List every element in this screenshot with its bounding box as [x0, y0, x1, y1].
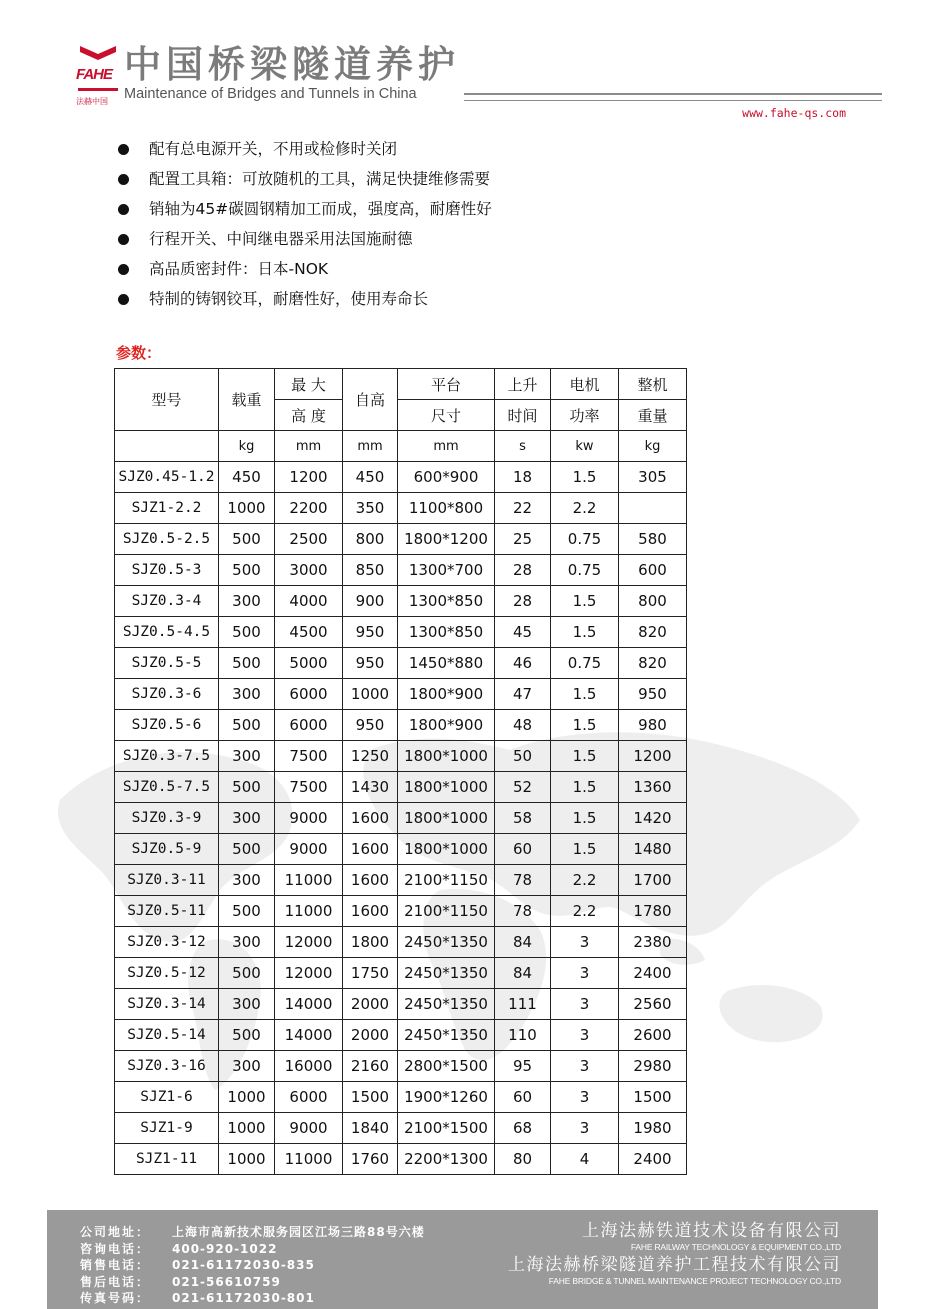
table-row — [115, 1051, 687, 1082]
table-cell: 950 — [343, 617, 398, 648]
table-cell: 850 — [343, 555, 398, 586]
table-cell: 1800*900 — [398, 679, 495, 710]
table-row — [115, 493, 687, 524]
table-cell: 48 — [495, 710, 551, 741]
table-cell: 22 — [495, 493, 551, 524]
table-cell: 80 — [495, 1144, 551, 1175]
table-cell: 9000 — [275, 1113, 343, 1144]
header-rule — [464, 93, 882, 101]
table-cell: 2500 — [275, 524, 343, 555]
feature-text: 配有总电源开关，不用或检修时关闭 — [149, 140, 398, 158]
table-cell: 3 — [551, 1082, 619, 1113]
contact-sales-phone: 销售电话： 021-61172030-835 — [80, 1258, 315, 1272]
table-row — [115, 1082, 687, 1113]
table-cell: 450 — [343, 462, 398, 493]
feature-text: 特制的铸钢铰耳，耐磨性好，使用寿命长 — [149, 290, 429, 308]
table-cell: 47 — [495, 679, 551, 710]
model-cell: SJZ0.5-2.5 — [115, 524, 219, 555]
table-cell: 111 — [495, 989, 551, 1020]
table-cell: 1100*800 — [398, 493, 495, 524]
table-cell: 68 — [495, 1113, 551, 1144]
table-cell: 11000 — [275, 1144, 343, 1175]
bullet-icon — [118, 144, 129, 155]
table-cell: 500 — [219, 834, 275, 865]
list-item — [118, 134, 492, 164]
table-cell: 78 — [495, 865, 551, 896]
params-table — [114, 368, 687, 1175]
table-cell: 2400 — [619, 1144, 687, 1175]
table-cell: 1.5 — [551, 772, 619, 803]
contact-address: 公司地址： 上海市高新技术服务园区江场三路88号六楼 — [80, 1225, 425, 1239]
table-cell: 450 — [219, 462, 275, 493]
table-cell: 1300*850 — [398, 617, 495, 648]
table-cell: 18 — [495, 462, 551, 493]
table-cell: 1300*850 — [398, 586, 495, 617]
table-cell: 4000 — [275, 586, 343, 617]
table-cell: 2000 — [343, 1020, 398, 1051]
table-cell: 78 — [495, 896, 551, 927]
table-cell: 2400 — [619, 958, 687, 989]
table-cell: 60 — [495, 834, 551, 865]
table-cell: 2380 — [619, 927, 687, 958]
table-cell: 2600 — [619, 1020, 687, 1051]
table-cell: 1900*1260 — [398, 1082, 495, 1113]
table-cell: 9000 — [275, 803, 343, 834]
company1-en: FAHE RAILWAY TECHNOLOGY & EQUIPMENT CO.,LTD — [630, 1242, 841, 1252]
table-row — [115, 648, 687, 679]
table-cell: 2.2 — [551, 896, 619, 927]
table-cell: 1800*1000 — [398, 834, 495, 865]
table-cell: 6000 — [275, 1082, 343, 1113]
table-cell: 28 — [495, 586, 551, 617]
table-cell: 1250 — [343, 741, 398, 772]
table-row — [115, 1144, 687, 1175]
table-cell: 25 — [495, 524, 551, 555]
model-cell: SJZ0.3-9 — [115, 803, 219, 834]
model-cell: SJZ1-6 — [115, 1082, 219, 1113]
header-motor-2: 功率 — [551, 400, 619, 431]
table-cell: 9000 — [275, 834, 343, 865]
table-cell: 1840 — [343, 1113, 398, 1144]
table-cell: 1000 — [219, 1113, 275, 1144]
unit-cell: s — [495, 431, 551, 462]
table-header-row — [115, 369, 687, 400]
table-cell: 3 — [551, 1113, 619, 1144]
table-cell: 1800*1000 — [398, 741, 495, 772]
company-names — [508, 1221, 841, 1289]
model-cell: SJZ0.3-16 — [115, 1051, 219, 1082]
table-cell: 2.2 — [551, 865, 619, 896]
table-row — [115, 741, 687, 772]
model-cell: SJZ1-2.2 — [115, 493, 219, 524]
table-cell: 980 — [619, 710, 687, 741]
table-cell: 1.5 — [551, 834, 619, 865]
table-cell: 1430 — [343, 772, 398, 803]
unit-cell: mm — [398, 431, 495, 462]
table-cell: 0.75 — [551, 648, 619, 679]
table-cell: 820 — [619, 648, 687, 679]
table-cell: 1600 — [343, 865, 398, 896]
table-cell: 110 — [495, 1020, 551, 1051]
table-cell: 3 — [551, 1020, 619, 1051]
model-cell: SJZ0.5-5 — [115, 648, 219, 679]
table-cell: 0.75 — [551, 524, 619, 555]
bullet-icon — [118, 234, 129, 245]
table-cell: 1000 — [343, 679, 398, 710]
table-cell: 2800*1500 — [398, 1051, 495, 1082]
table-cell: 900 — [343, 586, 398, 617]
header-weight: 整机 — [619, 369, 687, 400]
table-cell: 1700 — [619, 865, 687, 896]
table-cell: 14000 — [275, 1020, 343, 1051]
table-row — [115, 772, 687, 803]
table-cell: 1000 — [219, 1082, 275, 1113]
table-cell: 300 — [219, 1051, 275, 1082]
header-lift-2: 时间 — [495, 400, 551, 431]
model-cell: SJZ0.3-12 — [115, 927, 219, 958]
header-weight-2: 重量 — [619, 400, 687, 431]
table-cell: 2450*1350 — [398, 927, 495, 958]
fahe-logo — [76, 44, 120, 108]
table-cell: 1.5 — [551, 741, 619, 772]
model-cell: SJZ0.5-9 — [115, 834, 219, 865]
table-cell: 300 — [219, 803, 275, 834]
table-cell: 820 — [619, 617, 687, 648]
header-model: 型号 — [115, 369, 219, 431]
table-cell: 1360 — [619, 772, 687, 803]
table-cell: 1800 — [343, 927, 398, 958]
table-cell: 580 — [619, 524, 687, 555]
table-cell: 2200 — [275, 493, 343, 524]
table-cell: 950 — [343, 710, 398, 741]
table-cell: 500 — [219, 958, 275, 989]
brand-title-cn: 中国桥梁隧道养护 — [124, 43, 460, 86]
units-spacer — [115, 431, 219, 462]
table-cell: 350 — [343, 493, 398, 524]
table-cell: 1800*1000 — [398, 803, 495, 834]
table-cell: 7500 — [275, 741, 343, 772]
model-cell: SJZ1-11 — [115, 1144, 219, 1175]
table-cell: 5000 — [275, 648, 343, 679]
table-cell: 3000 — [275, 555, 343, 586]
model-cell: SJZ1-9 — [115, 1113, 219, 1144]
table-cell: 1.5 — [551, 803, 619, 834]
contact-fax: 传真号码： 021-61172030-801 — [80, 1291, 315, 1305]
list-item — [118, 164, 492, 194]
table-cell: 1000 — [219, 1144, 275, 1175]
feature-list — [118, 134, 492, 314]
model-cell: SJZ0.5-12 — [115, 958, 219, 989]
feature-text: 配置工具箱：可放随机的工具，满足快捷维修需要 — [149, 170, 491, 188]
model-cell: SJZ0.5-3 — [115, 555, 219, 586]
header-lift: 上升 — [495, 369, 551, 400]
table-cell: 800 — [619, 586, 687, 617]
table-row — [115, 1020, 687, 1051]
table-cell: 600 — [619, 555, 687, 586]
table-row — [115, 555, 687, 586]
table-cell: 95 — [495, 1051, 551, 1082]
unit-cell: kg — [619, 431, 687, 462]
table-cell: 950 — [343, 648, 398, 679]
table-cell: 3 — [551, 989, 619, 1020]
bullet-icon — [118, 264, 129, 275]
table-row — [115, 865, 687, 896]
unit-cell: mm — [275, 431, 343, 462]
table-cell: 52 — [495, 772, 551, 803]
table-cell: 500 — [219, 710, 275, 741]
list-item — [118, 194, 492, 224]
table-cell: 4 — [551, 1144, 619, 1175]
table-row — [115, 586, 687, 617]
table-row — [115, 617, 687, 648]
table-cell: 84 — [495, 927, 551, 958]
table-cell: 12000 — [275, 958, 343, 989]
model-cell: SJZ0.3-4 — [115, 586, 219, 617]
table-cell: 500 — [219, 772, 275, 803]
table-cell: 4500 — [275, 617, 343, 648]
table-cell: 305 — [619, 462, 687, 493]
table-cell: 1780 — [619, 896, 687, 927]
table-cell: 3 — [551, 958, 619, 989]
table-cell: 500 — [219, 648, 275, 679]
model-cell: SJZ0.5-6 — [115, 710, 219, 741]
table-cell: 6000 — [275, 710, 343, 741]
table-cell: 2100*1500 — [398, 1113, 495, 1144]
table-row — [115, 803, 687, 834]
table-cell: 500 — [219, 896, 275, 927]
table-cell: 1300*700 — [398, 555, 495, 586]
table-cell: 300 — [219, 741, 275, 772]
model-cell: SJZ0.5-7.5 — [115, 772, 219, 803]
list-item — [118, 284, 492, 314]
table-cell: 950 — [619, 679, 687, 710]
table-cell: 1.5 — [551, 679, 619, 710]
feature-text: 高品质密封件：日本-NOK — [149, 260, 329, 278]
model-cell: SJZ0.5-4.5 — [115, 617, 219, 648]
model-cell: SJZ0.45-1.2 — [115, 462, 219, 493]
table-cell: 2100*1150 — [398, 896, 495, 927]
feature-text: 行程开关、中间继电器采用法国施耐德 — [149, 230, 413, 248]
header-self-height: 自高 — [343, 369, 398, 431]
logo-letters: FAHE — [76, 66, 113, 83]
table-cell: 45 — [495, 617, 551, 648]
unit-cell: kg — [219, 431, 275, 462]
table-cell: 3 — [551, 1051, 619, 1082]
header-motor: 电机 — [551, 369, 619, 400]
list-item — [118, 254, 492, 284]
table-cell: 1600 — [343, 803, 398, 834]
table-cell: 1200 — [619, 741, 687, 772]
table-cell: 2100*1150 — [398, 865, 495, 896]
table-cell: 1.5 — [551, 462, 619, 493]
table-cell: 58 — [495, 803, 551, 834]
page-header — [76, 40, 882, 130]
table-cell: 2000 — [343, 989, 398, 1020]
table-row — [115, 462, 687, 493]
table-row — [115, 989, 687, 1020]
table-cell: 0.75 — [551, 555, 619, 586]
table-cell: 1750 — [343, 958, 398, 989]
table-cell: 1200 — [275, 462, 343, 493]
model-cell: SJZ0.5-11 — [115, 896, 219, 927]
params-heading: 参数： — [116, 344, 162, 362]
table-cell: 2200*1300 — [398, 1144, 495, 1175]
contact-info — [80, 1224, 425, 1307]
feature-text: 销轴为45#碳圆钢精加工而成，强度高，耐磨性好 — [149, 200, 492, 218]
table-cell: 1800*1000 — [398, 772, 495, 803]
table-cell: 2560 — [619, 989, 687, 1020]
table-cell: 1500 — [619, 1082, 687, 1113]
table-row — [115, 927, 687, 958]
table-cell: 1420 — [619, 803, 687, 834]
table-cell: 3 — [551, 927, 619, 958]
table-cell: 28 — [495, 555, 551, 586]
table-cell: 500 — [219, 555, 275, 586]
company1-cn: 上海法赫铁道技术设备有限公司 — [582, 1221, 841, 1241]
table-cell: 1600 — [343, 834, 398, 865]
table-row — [115, 958, 687, 989]
bullet-icon — [118, 174, 129, 185]
model-cell: SJZ0.5-14 — [115, 1020, 219, 1051]
table-cell: 46 — [495, 648, 551, 679]
table-cell — [619, 493, 687, 524]
unit-cell: kw — [551, 431, 619, 462]
header-max-height-2: 高 度 — [275, 400, 343, 431]
bullet-icon — [118, 294, 129, 305]
table-cell: 800 — [343, 524, 398, 555]
table-cell: 6000 — [275, 679, 343, 710]
contact-inquiry-phone: 咨询电话： 400-920-1022 — [80, 1241, 278, 1256]
table-cell: 2450*1350 — [398, 989, 495, 1020]
model-cell: SJZ0.3-7.5 — [115, 741, 219, 772]
brand-title-en: Maintenance of Bridges and Tunnels in China — [124, 86, 417, 102]
list-item — [118, 224, 492, 254]
table-cell: 1600 — [343, 896, 398, 927]
table-cell: 500 — [219, 617, 275, 648]
table-cell: 16000 — [275, 1051, 343, 1082]
table-cell: 7500 — [275, 772, 343, 803]
model-cell: SJZ0.3-11 — [115, 865, 219, 896]
table-cell: 300 — [219, 989, 275, 1020]
table-cell: 1.5 — [551, 617, 619, 648]
website-link[interactable]: www.fahe-qs.com — [742, 106, 846, 120]
table-row — [115, 1113, 687, 1144]
bullet-icon — [118, 204, 129, 215]
table-cell: 1480 — [619, 834, 687, 865]
table-cell: 2.2 — [551, 493, 619, 524]
header-platform: 平台 — [398, 369, 495, 400]
table-cell: 300 — [219, 679, 275, 710]
table-cell: 1500 — [343, 1082, 398, 1113]
table-cell: 500 — [219, 1020, 275, 1051]
table-row — [115, 679, 687, 710]
table-cell: 1760 — [343, 1144, 398, 1175]
table-cell: 1000 — [219, 493, 275, 524]
table-cell: 1800*900 — [398, 710, 495, 741]
table-cell: 500 — [219, 524, 275, 555]
table-cell: 2450*1350 — [398, 1020, 495, 1051]
company2-cn: 上海法赫桥梁隧道养护工程技术有限公司 — [508, 1255, 841, 1275]
unit-cell: mm — [343, 431, 398, 462]
table-cell: 300 — [219, 927, 275, 958]
header-load: 载重 — [219, 369, 275, 431]
table-cell: 12000 — [275, 927, 343, 958]
table-cell: 300 — [219, 586, 275, 617]
table-row — [115, 834, 687, 865]
table-cell: 2980 — [619, 1051, 687, 1082]
table-units-row — [115, 431, 687, 462]
table-cell: 11000 — [275, 896, 343, 927]
table-cell: 600*900 — [398, 462, 495, 493]
contact-service-phone: 售后电话： 021-56610759 — [80, 1274, 281, 1289]
model-cell: SJZ0.3-6 — [115, 679, 219, 710]
table-cell: 84 — [495, 958, 551, 989]
table-cell: 300 — [219, 865, 275, 896]
table-row — [115, 896, 687, 927]
table-cell: 1450*880 — [398, 648, 495, 679]
table-cell: 1.5 — [551, 586, 619, 617]
table-cell: 1980 — [619, 1113, 687, 1144]
table-cell: 2450*1350 — [398, 958, 495, 989]
table-cell: 11000 — [275, 865, 343, 896]
table-cell: 1.5 — [551, 710, 619, 741]
table-row — [115, 524, 687, 555]
logo-subtitle: 法赫中国 — [76, 97, 108, 106]
table-row — [115, 710, 687, 741]
table-cell: 50 — [495, 741, 551, 772]
table-cell: 1800*1200 — [398, 524, 495, 555]
table-cell: 60 — [495, 1082, 551, 1113]
header-platform-2: 尺寸 — [398, 400, 495, 431]
company2-en: FAHE BRIDGE & TUNNEL MAINTENANCE PROJECT TECHNOLOGY CO.,LTD — [548, 1276, 841, 1286]
table-cell: 14000 — [275, 989, 343, 1020]
page-footer — [47, 1210, 878, 1309]
header-max-height: 最 大 — [275, 369, 343, 400]
table-cell: 2160 — [343, 1051, 398, 1082]
model-cell: SJZ0.3-14 — [115, 989, 219, 1020]
